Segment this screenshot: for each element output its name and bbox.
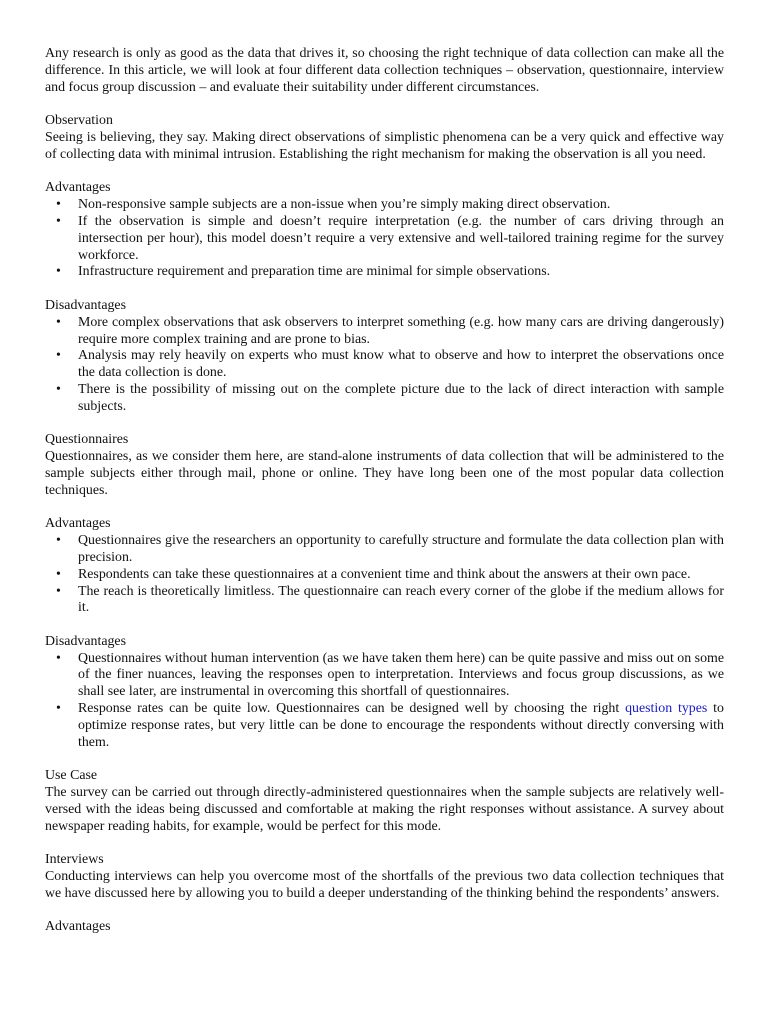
- list-item: • Questionnaires without human intervention (as we have taken them here) can be quite passive and miss out on some of the finer nuances, leaving the responses open to interpretation. Interviews and focus group discussions, as we shall see later, are instrumental in overcoming this shortfall of questionnaires.: [45, 651, 724, 701]
- observation-disadvantages-list: [45, 315, 724, 416]
- observation-disadvantages-heading: Disadvantages: [45, 297, 127, 313]
- list-item: • If the observation is simple and doesn’t require interpretation (e.g. the number of cars driving through an intersection per hour), this model doesn’t require a very extensive and well-tailored training regime for the survey workforce.: [45, 214, 724, 264]
- spacer: [45, 96, 724, 113]
- interviews-paragraph: Conducting interviews can help you overcome most of the shortfalls of the previous two data collection techniques that we have discussed here by allowing you to build a deeper understanding of the thinking behind the respondents’ answers.: [45, 869, 724, 901]
- questionnaires-disadvantages-heading: Disadvantages: [45, 633, 127, 649]
- list-item: • More complex observations that ask observers to interpret something (e.g. how many cars are driving dangerously) require more complex training and are prone to bias.: [45, 315, 724, 349]
- observation-paragraph: Seeing is believing, they say. Making direct observations of simplistic phenomena can be a very quick and effective way of collecting data with minimal intrusion. Establishing the right mechanism for making the observation is all you need.: [45, 129, 724, 162]
- interviews-advantages-heading: Advantages: [45, 919, 111, 935]
- list-item: • Respondents can take these questionnaires at a convenient time and think about the answers at their own pace.: [45, 567, 724, 584]
- questionnaires-heading: Questionnaires: [45, 432, 129, 448]
- document-page: [45, 46, 724, 936]
- questionnaires-disadvantages-list: [45, 651, 724, 752]
- use-case-paragraph: The survey can be carried out through directly-administered questionnaires when the sample subjects are relatively well-versed with the ideas being discussed and comfortable at making the right responses without assistance. A survey about newspaper reading habits, for example, would be perfect for this mode.: [45, 785, 724, 834]
- spacer: [45, 500, 724, 517]
- spacer: [45, 416, 724, 433]
- spacer: [45, 281, 724, 298]
- list-item: • There is the possibility of missing out on the complete picture due to the lack of direct interaction with sample subjects.: [45, 382, 724, 416]
- use-case-heading: Use Case: [45, 768, 98, 784]
- spacer: [45, 835, 724, 852]
- list-item: • Infrastructure requirement and preparation time are minimal for simple observations.: [45, 264, 724, 281]
- list-item: • The reach is theoretically limitless. The questionnaire can reach every corner of the globe if the medium allows for it.: [45, 584, 724, 618]
- questionnaires-advantages-heading: Advantages: [45, 516, 111, 532]
- list-item-text: Response rates can be quite low. Questionnaires can be designed well by choosing the right: [78, 701, 626, 717]
- list-item: • Questionnaires give the researchers an opportunity to carefully structure and formulate the data collection plan with precision.: [45, 533, 724, 567]
- observation-advantages-heading: Advantages: [45, 180, 111, 196]
- list-item: • Analysis may rely heavily on experts who must know what to observe and how to interpret the observations once the data collection is done.: [45, 348, 724, 382]
- spacer: [45, 903, 724, 920]
- spacer: [45, 164, 724, 181]
- list-item-text: to optimize response rates, but very little can be done to encourage the respondents without directly conversing with them.: [78, 701, 724, 750]
- intro-paragraph: Any research is only as good as the data that drives it, so choosing the right technique of data collection can make all the difference. In this article, we will look at four different data collection techniques – observation, questionnaire, interview and focus group discussion – and evaluate their suitability under different circumstances.: [45, 46, 724, 95]
- observation-advantages-list: [45, 197, 724, 281]
- spacer: [45, 751, 724, 768]
- observation-heading: Observation: [45, 113, 113, 129]
- interviews-heading: Interviews: [45, 852, 104, 868]
- questionnaires-advantages-list: [45, 533, 724, 617]
- list-item: [45, 701, 724, 751]
- question-types-link[interactable]: question types: [625, 701, 708, 717]
- questionnaires-paragraph: Questionnaires, as we consider them here, are stand-alone instruments of data collection that will be administered to the sample subjects either through mail, phone or online. They have long been one of the most popular data collection techniques.: [45, 449, 724, 498]
- spacer: [45, 617, 724, 634]
- list-item: • Non-responsive sample subjects are a non-issue when you’re simply making direct observation.: [45, 197, 724, 214]
